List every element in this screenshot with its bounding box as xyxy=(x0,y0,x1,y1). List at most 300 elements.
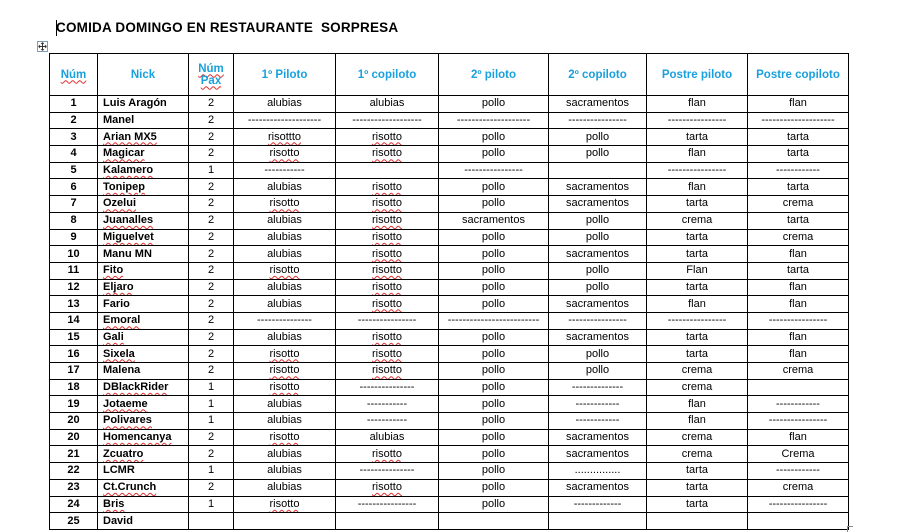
cell-nick[interactable] xyxy=(98,229,189,246)
cell-primer-copiloto[interactable] xyxy=(336,262,439,279)
cell-num[interactable] xyxy=(50,446,98,463)
cell-primer-piloto[interactable] xyxy=(234,446,336,463)
cell-segundo-copiloto[interactable] xyxy=(549,346,647,363)
header-nick[interactable]: Nick xyxy=(98,54,189,96)
cell-num[interactable] xyxy=(50,162,98,179)
cell-text: pollo xyxy=(481,280,506,293)
cell-primer-copiloto[interactable] xyxy=(336,463,439,480)
cell-nick[interactable] xyxy=(98,413,189,430)
cell-postre-piloto[interactable] xyxy=(647,196,748,213)
cell-primer-piloto[interactable] xyxy=(234,463,336,480)
cell-text: pollo xyxy=(585,130,610,143)
cell-nick[interactable] xyxy=(98,179,189,196)
cell-postre-piloto[interactable] xyxy=(647,246,748,263)
cell-postre-copiloto[interactable] xyxy=(748,196,849,213)
cell-primer-piloto[interactable] xyxy=(234,146,336,163)
cell-text: 21 xyxy=(67,447,80,460)
cell-text: Sixela xyxy=(103,347,135,360)
cell-pax[interactable] xyxy=(189,296,234,313)
cell-text: 14 xyxy=(67,314,80,327)
cell-segundo-copiloto[interactable] xyxy=(549,496,647,513)
cell-nick[interactable] xyxy=(98,396,189,413)
cell-postre-piloto[interactable] xyxy=(647,396,748,413)
cell-pax[interactable] xyxy=(189,413,234,430)
cell-nick[interactable] xyxy=(98,312,189,329)
cell-text: 17 xyxy=(67,364,80,377)
cell-pax[interactable] xyxy=(189,129,234,146)
cell-text: tarta xyxy=(685,464,708,477)
cell-segundo-piloto[interactable] xyxy=(439,396,549,413)
cell-segundo-copiloto[interactable] xyxy=(549,413,647,430)
cell-primer-piloto[interactable] xyxy=(234,196,336,213)
cell-postre-piloto[interactable] xyxy=(647,179,748,196)
cell-text: 1 xyxy=(207,497,215,510)
cell-pax[interactable] xyxy=(189,112,234,129)
cell-num[interactable] xyxy=(50,429,98,446)
cell-primer-piloto[interactable] xyxy=(234,162,336,179)
cell-text: -------------- xyxy=(571,381,624,394)
cell-pax[interactable] xyxy=(189,196,234,213)
cell-postre-copiloto[interactable] xyxy=(748,496,849,513)
cell-text: pollo xyxy=(481,447,506,460)
cell-segundo-copiloto[interactable] xyxy=(549,312,647,329)
cell-text: risotto xyxy=(372,347,402,360)
cell-postre-copiloto[interactable] xyxy=(748,246,849,263)
cell-text: flan xyxy=(688,180,706,193)
cell-text: ---------------- xyxy=(768,497,828,510)
cell-segundo-copiloto[interactable] xyxy=(549,363,647,380)
table-row xyxy=(50,162,849,179)
cell-pax[interactable] xyxy=(189,246,234,263)
cell-postre-piloto[interactable] xyxy=(647,513,748,530)
cell-text: 3 xyxy=(70,130,77,143)
cell-primer-piloto[interactable] xyxy=(234,379,336,396)
cell-num[interactable] xyxy=(50,379,98,396)
cell-postre-copiloto[interactable] xyxy=(748,96,849,113)
cell-nick[interactable] xyxy=(98,463,189,480)
cell-postre-piloto[interactable] xyxy=(647,212,748,229)
cell-primer-copiloto[interactable] xyxy=(336,329,439,346)
cell-pax[interactable] xyxy=(189,346,234,363)
cell-segundo-piloto[interactable] xyxy=(439,129,549,146)
cell-text: tarta xyxy=(685,230,708,243)
cell-primer-piloto[interactable] xyxy=(234,296,336,313)
cell-num[interactable] xyxy=(50,496,98,513)
cell-text: sacramentos xyxy=(566,297,629,310)
cell-segundo-piloto[interactable] xyxy=(439,196,549,213)
cell-primer-copiloto[interactable] xyxy=(336,479,439,496)
cell-segundo-piloto[interactable] xyxy=(439,446,549,463)
cell-nick[interactable] xyxy=(98,513,189,530)
cell-primer-piloto[interactable] xyxy=(234,496,336,513)
cell-primer-copiloto[interactable] xyxy=(336,112,439,129)
cell-nick[interactable] xyxy=(98,496,189,513)
cell-primer-piloto[interactable] xyxy=(234,129,336,146)
cell-postre-piloto[interactable] xyxy=(647,379,748,396)
cell-postre-piloto[interactable] xyxy=(647,262,748,279)
cell-segundo-piloto[interactable] xyxy=(439,379,549,396)
header-num[interactable]: Núm xyxy=(50,54,98,96)
cell-num[interactable] xyxy=(50,329,98,346)
cell-primer-piloto[interactable] xyxy=(234,279,336,296)
cell-nick[interactable] xyxy=(98,112,189,129)
cell-text: sacramentos xyxy=(566,180,629,193)
cell-segundo-copiloto[interactable] xyxy=(549,212,647,229)
cell-pax[interactable] xyxy=(189,463,234,480)
cell-postre-piloto[interactable] xyxy=(647,363,748,380)
cell-postre-copiloto[interactable] xyxy=(748,379,849,396)
cell-postre-copiloto[interactable] xyxy=(748,112,849,129)
cell-segundo-copiloto[interactable] xyxy=(549,379,647,396)
cell-postre-piloto[interactable] xyxy=(647,329,748,346)
cell-nick[interactable] xyxy=(98,296,189,313)
cell-segundo-piloto[interactable] xyxy=(439,496,549,513)
cell-pax[interactable] xyxy=(189,279,234,296)
cell-text: -------------------- xyxy=(761,114,835,127)
cell-text: pollo xyxy=(481,431,506,444)
cell-segundo-copiloto[interactable] xyxy=(549,396,647,413)
cell-postre-copiloto[interactable] xyxy=(748,229,849,246)
cell-text: pollo xyxy=(481,497,506,510)
cell-segundo-copiloto[interactable] xyxy=(549,296,647,313)
cell-segundo-piloto[interactable] xyxy=(439,363,549,380)
cell-segundo-copiloto[interactable] xyxy=(549,329,647,346)
cell-primer-piloto[interactable] xyxy=(234,246,336,263)
cell-text: 2 xyxy=(207,347,215,360)
cell-postre-piloto[interactable] xyxy=(647,429,748,446)
cell-primer-copiloto[interactable] xyxy=(336,296,439,313)
cell-postre-piloto[interactable] xyxy=(647,146,748,163)
cell-nick[interactable] xyxy=(98,262,189,279)
cell-text: pollo xyxy=(481,481,506,494)
cell-pax[interactable] xyxy=(189,396,234,413)
cell-primer-copiloto[interactable] xyxy=(336,513,439,530)
cell-text: Tonipep xyxy=(103,180,145,193)
cell-text: pollo xyxy=(481,397,506,410)
cell-primer-piloto[interactable] xyxy=(234,229,336,246)
cell-segundo-copiloto[interactable] xyxy=(549,112,647,129)
table-row xyxy=(50,146,849,163)
header-segundo-piloto[interactable]: 2º piloto xyxy=(439,54,549,96)
cell-postre-piloto[interactable] xyxy=(647,129,748,146)
cell-primer-copiloto[interactable] xyxy=(336,129,439,146)
cell-postre-copiloto[interactable] xyxy=(748,179,849,196)
cell-segundo-piloto[interactable] xyxy=(439,429,549,446)
cell-pax[interactable] xyxy=(189,146,234,163)
cell-text: alubias xyxy=(267,97,302,110)
cell-nick[interactable] xyxy=(98,246,189,263)
table-end-marker xyxy=(847,526,853,532)
cell-num[interactable] xyxy=(50,179,98,196)
cell-primer-copiloto[interactable] xyxy=(336,162,439,179)
table-row xyxy=(50,312,849,329)
cell-postre-copiloto[interactable] xyxy=(748,463,849,480)
cell-primer-copiloto[interactable] xyxy=(336,446,439,463)
cell-text: risotto xyxy=(372,264,402,277)
cell-segundo-copiloto[interactable] xyxy=(549,179,647,196)
cell-postre-copiloto[interactable] xyxy=(748,212,849,229)
cell-pax[interactable] xyxy=(189,212,234,229)
cell-text: 1 xyxy=(207,164,215,177)
cell-pax[interactable] xyxy=(189,96,234,113)
cell-segundo-piloto[interactable] xyxy=(439,479,549,496)
cell-text: pollo xyxy=(585,347,610,360)
cell-primer-copiloto[interactable] xyxy=(336,379,439,396)
cell-postre-copiloto[interactable] xyxy=(748,312,849,329)
cell-segundo-copiloto[interactable] xyxy=(549,96,647,113)
cell-primer-copiloto[interactable] xyxy=(336,279,439,296)
cell-postre-copiloto[interactable] xyxy=(748,329,849,346)
cell-segundo-piloto[interactable] xyxy=(439,96,549,113)
cell-postre-piloto[interactable] xyxy=(647,446,748,463)
header-primer-copiloto[interactable]: 1º copiloto xyxy=(336,54,439,96)
cell-text: pollo xyxy=(481,464,506,477)
cell-segundo-piloto[interactable] xyxy=(439,112,549,129)
cell-pax[interactable] xyxy=(189,229,234,246)
table-move-handle-icon[interactable] xyxy=(37,41,48,52)
cell-num[interactable] xyxy=(50,146,98,163)
cell-text: ---------------- xyxy=(667,164,727,177)
cell-segundo-copiloto[interactable] xyxy=(549,162,647,179)
cell-num[interactable] xyxy=(50,262,98,279)
cell-pax[interactable] xyxy=(189,513,234,530)
cell-nick[interactable] xyxy=(98,363,189,380)
cell-text: risotto xyxy=(372,180,402,193)
cell-postre-copiloto[interactable] xyxy=(748,346,849,363)
cell-segundo-copiloto[interactable] xyxy=(549,262,647,279)
cell-text: pollo xyxy=(481,297,506,310)
cell-num[interactable] xyxy=(50,296,98,313)
cell-text: 2 xyxy=(207,314,215,327)
cell-postre-copiloto[interactable] xyxy=(748,396,849,413)
cell-text: risotto xyxy=(269,264,300,277)
cell-pax[interactable] xyxy=(189,429,234,446)
cell-postre-copiloto[interactable] xyxy=(748,262,849,279)
cell-segundo-copiloto[interactable] xyxy=(549,279,647,296)
cell-primer-piloto[interactable] xyxy=(234,513,336,530)
cell-text: pollo xyxy=(481,330,506,343)
cell-segundo-copiloto[interactable] xyxy=(549,429,647,446)
cell-num[interactable] xyxy=(50,312,98,329)
cell-postre-piloto[interactable] xyxy=(647,229,748,246)
cell-num[interactable] xyxy=(50,196,98,213)
cell-segundo-piloto[interactable] xyxy=(439,329,549,346)
cell-num[interactable] xyxy=(50,112,98,129)
cell-postre-copiloto[interactable] xyxy=(748,413,849,430)
cell-text: 2 xyxy=(207,447,215,460)
cell-segundo-piloto[interactable] xyxy=(439,179,549,196)
cell-postre-piloto[interactable] xyxy=(647,496,748,513)
cell-nick[interactable] xyxy=(98,329,189,346)
cell-num[interactable] xyxy=(50,96,98,113)
cell-num[interactable] xyxy=(50,413,98,430)
cell-segundo-copiloto[interactable] xyxy=(549,196,647,213)
cell-num[interactable] xyxy=(50,279,98,296)
cell-text: flan xyxy=(688,97,706,110)
cell-nick[interactable] xyxy=(98,279,189,296)
cell-segundo-copiloto[interactable] xyxy=(549,463,647,480)
cell-segundo-piloto[interactable] xyxy=(439,463,549,480)
cell-pax[interactable] xyxy=(189,363,234,380)
cell-nick[interactable] xyxy=(98,146,189,163)
cell-segundo-copiloto[interactable] xyxy=(549,446,647,463)
cell-postre-piloto[interactable] xyxy=(647,312,748,329)
cell-text: tarta xyxy=(685,347,708,360)
cell-primer-copiloto[interactable] xyxy=(336,179,439,196)
cell-num[interactable] xyxy=(50,229,98,246)
cell-num[interactable] xyxy=(50,513,98,530)
cell-segundo-piloto[interactable] xyxy=(439,212,549,229)
cell-primer-piloto[interactable] xyxy=(234,312,336,329)
cell-postre-piloto[interactable] xyxy=(647,96,748,113)
cell-primer-piloto[interactable] xyxy=(234,329,336,346)
cell-nick[interactable] xyxy=(98,346,189,363)
cell-nick[interactable] xyxy=(98,446,189,463)
cell-primer-copiloto[interactable] xyxy=(336,246,439,263)
cell-postre-copiloto[interactable] xyxy=(748,279,849,296)
cell-pax[interactable] xyxy=(189,179,234,196)
cell-text: risotto xyxy=(372,230,402,243)
cell-text: 7 xyxy=(70,197,77,210)
cell-primer-piloto[interactable] xyxy=(234,112,336,129)
cell-primer-copiloto[interactable] xyxy=(336,413,439,430)
cell-num[interactable] xyxy=(50,479,98,496)
cell-nick[interactable] xyxy=(98,479,189,496)
cell-nick[interactable] xyxy=(98,212,189,229)
cell-pax[interactable] xyxy=(189,329,234,346)
cell-segundo-piloto[interactable] xyxy=(439,296,549,313)
cell-postre-piloto[interactable] xyxy=(647,279,748,296)
cell-nick[interactable] xyxy=(98,429,189,446)
cell-primer-copiloto[interactable] xyxy=(336,429,439,446)
cell-postre-copiloto[interactable] xyxy=(748,296,849,313)
cell-postre-piloto[interactable] xyxy=(647,463,748,480)
cell-postre-piloto[interactable] xyxy=(647,479,748,496)
cell-postre-copiloto[interactable] xyxy=(748,146,849,163)
header-postre-piloto[interactable]: Postre piloto xyxy=(647,54,748,96)
cell-postre-copiloto[interactable] xyxy=(748,129,849,146)
cell-postre-piloto[interactable] xyxy=(647,296,748,313)
cell-pax[interactable] xyxy=(189,446,234,463)
cell-primer-piloto[interactable] xyxy=(234,346,336,363)
cell-postre-piloto[interactable] xyxy=(647,346,748,363)
cell-text: Zcuatro xyxy=(103,447,144,460)
cell-primer-copiloto[interactable] xyxy=(336,96,439,113)
cell-postre-copiloto[interactable] xyxy=(748,479,849,496)
cell-text: tarta xyxy=(685,130,708,143)
cell-nick[interactable] xyxy=(98,379,189,396)
cell-postre-piloto[interactable] xyxy=(647,413,748,430)
cell-segundo-piloto[interactable] xyxy=(439,229,549,246)
cell-segundo-piloto[interactable] xyxy=(439,262,549,279)
cell-pax[interactable] xyxy=(189,162,234,179)
cell-primer-copiloto[interactable] xyxy=(336,146,439,163)
cell-primer-copiloto[interactable] xyxy=(336,363,439,380)
cell-num[interactable] xyxy=(50,212,98,229)
cell-segundo-copiloto[interactable] xyxy=(549,479,647,496)
cell-postre-copiloto[interactable] xyxy=(748,162,849,179)
cell-segundo-piloto[interactable] xyxy=(439,312,549,329)
cell-primer-copiloto[interactable] xyxy=(336,229,439,246)
cell-segundo-piloto[interactable] xyxy=(439,346,549,363)
cell-pax[interactable] xyxy=(189,379,234,396)
cell-text: alubias xyxy=(267,464,302,477)
cell-num[interactable] xyxy=(50,463,98,480)
cell-primer-copiloto[interactable] xyxy=(336,212,439,229)
cell-num[interactable] xyxy=(50,363,98,380)
cell-primer-piloto[interactable] xyxy=(234,396,336,413)
cell-segundo-copiloto[interactable] xyxy=(549,229,647,246)
cell-primer-copiloto[interactable] xyxy=(336,396,439,413)
cell-primer-piloto[interactable] xyxy=(234,96,336,113)
cell-primer-copiloto[interactable] xyxy=(336,346,439,363)
cell-primer-piloto[interactable] xyxy=(234,363,336,380)
cell-segundo-piloto[interactable] xyxy=(439,162,549,179)
cell-primer-copiloto[interactable] xyxy=(336,196,439,213)
cell-text: 20 xyxy=(67,431,80,444)
document-title[interactable]: COMIDA DOMINGO EN RESTAURANTE SORPRESA xyxy=(56,20,399,35)
table-row xyxy=(50,513,849,530)
cell-primer-piloto[interactable] xyxy=(234,479,336,496)
cell-num[interactable] xyxy=(50,396,98,413)
cell-postre-copiloto[interactable] xyxy=(748,446,849,463)
cell-nick[interactable] xyxy=(98,96,189,113)
cell-primer-piloto[interactable] xyxy=(234,212,336,229)
cell-text: crema xyxy=(681,381,713,394)
cell-postre-piloto[interactable] xyxy=(647,162,748,179)
header-num-pax[interactable]: Núm Pax xyxy=(189,54,234,96)
cell-primer-piloto[interactable] xyxy=(234,429,336,446)
cell-primer-piloto[interactable] xyxy=(234,413,336,430)
cell-pax[interactable] xyxy=(189,262,234,279)
cell-segundo-piloto[interactable] xyxy=(439,146,549,163)
cell-nick[interactable] xyxy=(98,196,189,213)
cell-segundo-piloto[interactable] xyxy=(439,279,549,296)
cell-primer-copiloto[interactable] xyxy=(336,312,439,329)
cell-pax[interactable] xyxy=(189,496,234,513)
cell-postre-copiloto[interactable] xyxy=(748,363,849,380)
cell-primer-piloto[interactable] xyxy=(234,262,336,279)
cell-primer-piloto[interactable] xyxy=(234,179,336,196)
cell-text: pollo xyxy=(585,264,610,277)
cell-postre-copiloto[interactable] xyxy=(748,429,849,446)
cell-segundo-copiloto[interactable] xyxy=(549,513,647,530)
table-row xyxy=(50,446,849,463)
cell-text: risotto xyxy=(372,364,402,377)
cell-num[interactable] xyxy=(50,246,98,263)
cell-segundo-copiloto[interactable] xyxy=(549,146,647,163)
header-segundo-copiloto[interactable]: 2º copiloto xyxy=(549,54,647,96)
cell-pax[interactable] xyxy=(189,312,234,329)
header-postre-copiloto[interactable]: Postre copiloto xyxy=(748,54,849,96)
cell-segundo-piloto[interactable] xyxy=(439,513,549,530)
cell-nick[interactable] xyxy=(98,129,189,146)
cell-postre-piloto[interactable] xyxy=(647,112,748,129)
cell-nick[interactable] xyxy=(98,162,189,179)
cell-num[interactable] xyxy=(50,346,98,363)
cell-pax[interactable] xyxy=(189,479,234,496)
header-primer-piloto[interactable]: 1º Piloto xyxy=(234,54,336,96)
cell-postre-copiloto[interactable] xyxy=(748,513,849,530)
cell-segundo-piloto[interactable] xyxy=(439,413,549,430)
cell-segundo-copiloto[interactable] xyxy=(549,129,647,146)
cell-num[interactable] xyxy=(50,129,98,146)
cell-text: 23 xyxy=(67,481,80,494)
cell-segundo-copiloto[interactable] xyxy=(549,246,647,263)
cell-text: Eljaro xyxy=(103,280,134,293)
cell-primer-copiloto[interactable] xyxy=(336,496,439,513)
cell-segundo-piloto[interactable] xyxy=(439,246,549,263)
